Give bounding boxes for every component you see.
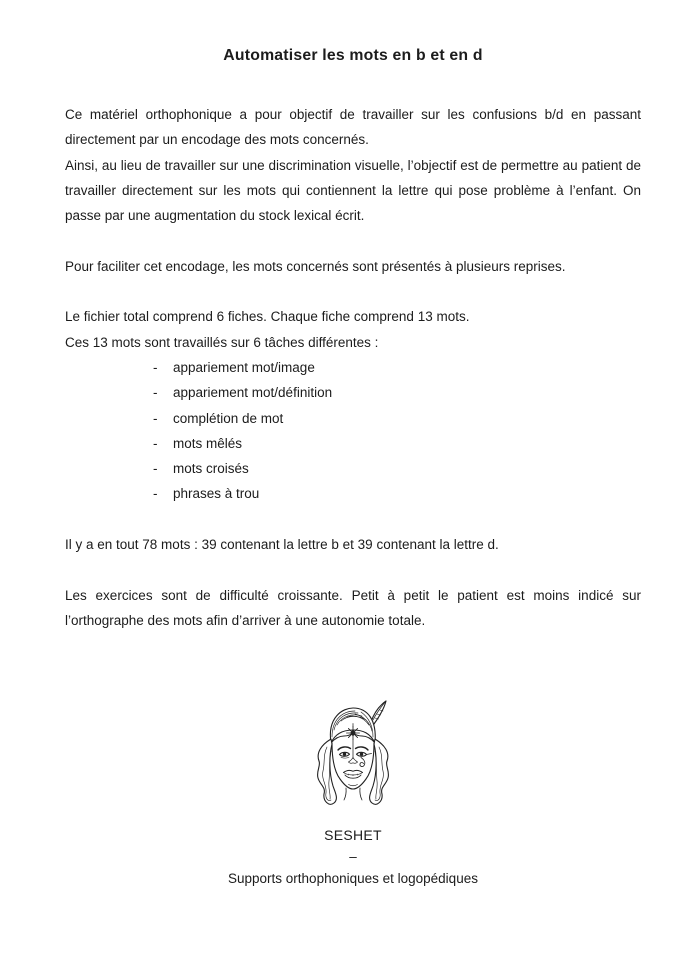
dash-marker: - [153, 359, 158, 375]
list-item [65, 456, 641, 481]
page-title: Automatiser les mots en b et en d [223, 47, 483, 64]
paragraph-encodage: Pour faciliter cet encodage, les mots concernés sont présentés à plusieurs reprises. [65, 258, 566, 274]
task-list [65, 355, 641, 507]
separator-dash: – [349, 849, 357, 865]
task-item-label: appariement mot/définition [173, 385, 333, 401]
paragraph-intro-1: Ce matériel orthophonique a pour objectif de travailler sur les confusions b/d en passant directement par un encodage des mots concernés. [65, 107, 641, 148]
list-item [65, 481, 641, 506]
document-body [65, 102, 641, 633]
paragraph-fiches: Le fichier total comprend 6 fiches. Chaque fiche comprend 13 mots. [65, 309, 470, 325]
dash-marker: - [153, 486, 158, 502]
task-item-label: phrases à trou [173, 486, 260, 502]
paragraph-intro-2: Ainsi, au lieu de travailler sur une discrimination visuelle, l’objectif est de permettre au patient de travailler directement sur les mots qui contiennent la lettre qui pose problème à l’enfant. On passe par une augmentation du stock lexical écrit. [65, 157, 641, 224]
dash-marker: - [153, 385, 158, 401]
list-item [65, 406, 641, 431]
paragraph-taches: Ces 13 mots sont travaillés sur 6 tâches différentes : [65, 334, 379, 350]
dash-marker: - [153, 435, 158, 451]
list-item [65, 380, 641, 405]
list-item [65, 431, 641, 456]
paragraph-difficulte: Les exercices sont de difficulté croissante. Petit à petit le patient est moins indicé sur l’orthographe des mots afin d’arriver à une autonomie totale. [65, 587, 641, 628]
paragraph-total-mots: Il y a en tout 78 mots : 39 contenant la lettre b et 39 contenant la lettre d. [65, 537, 499, 553]
dash-marker: - [153, 410, 158, 426]
dash-marker: - [153, 461, 158, 477]
task-item-label: mots croisés [173, 461, 249, 477]
task-item-label: appariement mot/image [173, 359, 315, 375]
brand-name: SESHET [324, 827, 382, 844]
list-item [65, 355, 641, 380]
task-item-label: mots mêlés [173, 435, 243, 451]
brand-tagline: Supports orthophoniques et logopédiques [228, 871, 478, 887]
seshet-goddess-illustration-icon [303, 699, 403, 820]
footer [65, 699, 641, 890]
task-item-label: complétion de mot [173, 410, 284, 426]
